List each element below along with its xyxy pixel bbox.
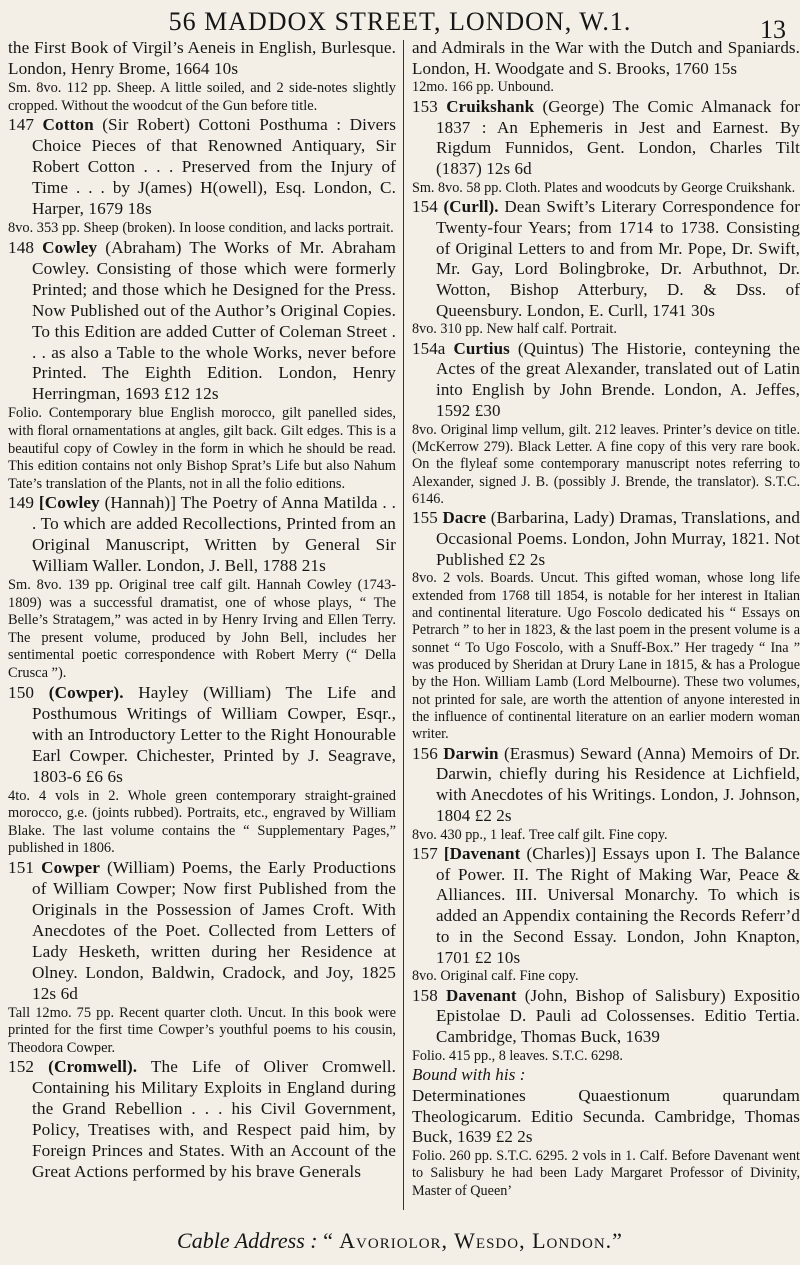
entry-description: 8vo. 310 pp. New half calf. Portrait. [412,321,617,338]
entry-title: (Abraham) The Works of Mr. Abraham Cowley. Consisting of those which were formerly Printed; and those which he Designed for the Press. Now Published out of the Author’s Original Copies. To this Edition are added Cutter of Coleman Street . . . as also a Table to the whole Works, never before Printed. The Eighth Edition. London, Henry Herringman, 1693 £12 12s [32,237,396,404]
catalogue-entry [8,1057,396,1183]
catalogue-entry [8,858,396,1058]
entry-author: Curtius [453,338,510,358]
entry-description: Folio. Contemporary blue English morocco, gilt panelled sides, with floral ornamentations at angles, gilt back. Gilt edges. This is a beautiful copy of Cowley in the form in which he should be read. This edition contains not only Bishop Sprat’s Life but also Nahum Tate’s translation of the Plants, not in all the folio editions. [8,405,396,492]
entry-description: Sm. 8vo. 139 pp. Original tree calf gilt. Hannah Cowley (1743-1809) was a successful dramatist, one of whose plays, “ The Belle’s Stratagem,” was acted in by Henry Irving and Ellen Terry. The present volume, produced by John Bell, includes her sentimental poetic correspondence with Robert Merry (“ Della Crusca ”). [8,577,396,682]
entry-number: 149 [8,493,35,513]
catalogue-entry [412,339,800,509]
left-column [8,38,396,1223]
entry-title: Hayley (William) The Life and Posthumous Writings of William Cowper, Esqr., with an Introductory Letter to the Right Honourable Earl Cowper. Chichester, Printed by J. Seagrave, 1803-6 £6 6s [32,682,396,786]
catalogue-entry [8,683,396,858]
entry-description: 8vo. 2 vols. Boards. Uncut. This gifted woman, whose long life extended from 1768 till 1854, is notable for her interest in Italian and continental literature. Ugo Foscolo dedicated his “ Essays on Petrarch ” to her in 1823, & the last poem in the present volume is a sonnet “ To Ugo Foscolo, with a Snuff-Box.” Her tragedy “ Ina ” was produced by Sheridan at Drury Lane in 1815, & has a Prologue by the Hon. William Lamb (Lord Melbourne). These two volumes, not printed for sale, are worth the attention of anyone interested in the influence of continental literature on an earlier modern woman writer. [412,570,800,743]
catalogue-entry [412,38,800,97]
entry-title: the First Book of Virgil’s Aeneis in English, Burlesque. London, Henry Brome, 1664 10s [8,38,396,78]
entry-description: Folio. 260 pp. S.T.C. 6295. 2 vols in 1. Calf. Before Davenant went to Salisbury he had been Lady Margaret Professor of Divinity, Master of Queen’ [412,1148,800,1199]
catalogue-entry [412,844,800,986]
entry-description: 4to. 4 vols in 2. Whole green contemporary straight-grained morocco, g.e. (joints rubbed). Portraits, etc., engraved by William Blake. The last volume contains the “ Supplementary Pages,” published in 1806. [8,787,396,857]
entry-title: Bound with his : [412,1065,526,1085]
catalogue-entry [412,508,800,743]
catalogue-entry [412,744,800,844]
entry-author: (Cowper). [48,682,124,702]
entry-number: 154a [412,338,446,358]
entry-title: (Hannah)] The Poetry of Anna Matilda . . . To which are added Recollections, Printed from an Original Manuscript, Written by General Sir William Waller. London, J. Bell, 1788 21s [32,493,396,576]
page-header [0,4,800,44]
entry-author: (Cromwell). [48,1057,138,1077]
entry-title: (Barbarina, Lady) Dramas, Translations, and Occasional Poems. London, John Murray, 1821. Not Published £2 2s [436,508,800,569]
cable-address: “ Avoriolor, Wesdo, London.” [323,1228,623,1253]
entry-title: (Quintus) The Historie, conteyning the Actes of the great Alexander, translated out of Latin into English by John Brende. London, A. Jeffes, 1592 £30 [436,338,800,420]
entry-number: 158 [412,985,438,1005]
entry-author: Cruikshank [446,96,535,116]
column-rule [403,40,404,1210]
entry-number: 148 [8,237,35,257]
entry-author: [Davenant [443,843,521,863]
entry-number: 155 [412,508,438,528]
entry-title: and Admirals in the War with the Dutch and Spaniards. London, H. Woodgate and S. Brooks, 1760 15s [412,38,800,78]
entry-number: 157 [412,843,438,863]
entry-title: (Charles)] Essays upon I. The Balance of Power. II. The Right of Making War, Peace & Alliances. III. Universal Monarchy. To which is added an Appendix containing the Records Referr’d to in the Second Essay. London, John Knapton, 1701 £2 10s [436,843,800,967]
entry-author: Cotton [42,115,94,135]
catalogue-entry [412,197,800,339]
entry-description: Tall 12mo. 75 pp. Recent quarter cloth. Uncut. In this book were printed for the first time Cowper’s youthful poems to his cousin, Theodora Cowper. [8,1004,396,1056]
catalogue-entry [8,493,396,682]
catalogue-entry [412,986,800,1066]
entry-description: 8vo. Original limp vellum, gilt. 212 leaves. Printer’s device on title. (McKerrow 279). Black Letter. A fine copy of this very rare book. On the flyleaf some contemporary manuscript notes referring to Alexander, signed J. B. (possibly J. Brende, the translator). S.T.C. 6146. [412,421,800,507]
catalogue-entry [412,1086,800,1200]
entry-author: Dacre [442,508,487,528]
catalogue-entry [8,115,396,237]
entry-author: [Cowley [38,493,100,513]
entry-number: 154 [412,197,438,217]
running-head-address: 56 MADDOX STREET, LONDON, W.1. [168,7,632,36]
page-number: 13 [760,15,786,44]
entry-title: (John, Bishop of Salisbury) Expositio Epistolae D. Pauli ad Colossenses. Editio Tertia. Cambridge, Thomas Buck, 1639 [436,985,800,1047]
catalogue-entry [412,1065,800,1086]
entry-title: Dean Swift’s Literary Correspondence for Twenty-four Years; from 1714 to 1738. Consisting of Original Letters to and from Mr. Pope, Dr. Swift, Mr. Gay, Lord Bolingbroke, Dr. Arbuthnot, Dr. Wotton, Bishop Atterbury, D. & Dss. of Queensbury. London, E. Curll, 1741 30s [436,197,800,320]
entry-description: 8vo. 430 pp., 1 leaf. Tree calf gilt. Fine copy. [412,826,668,843]
catalogue-entry [412,97,800,197]
entry-description: Sm. 8vo. 58 pp. Cloth. Plates and woodcuts by George Cruikshank. [412,179,796,196]
catalogue-entry [8,38,396,115]
entry-number: 156 [412,743,438,763]
entry-author: Cowley [42,237,98,257]
entry-author: Davenant [445,985,517,1005]
page-footer [0,1226,800,1256]
entry-title: (Erasmus) Seward (Anna) Memoirs of Dr. Darwin, chiefly during his Residence at Lichfield, with Anecdotes of his Writings. London, J. Johnson, 1804 £2 2s [436,743,800,825]
catalogue-entry [8,238,396,494]
entry-title: Determinationes Quaestionum quarundam Theologicarum. Editio Secunda. Cambridge, Thomas Buck, 1639 £2 2s [412,1085,800,1147]
right-column [412,38,800,1223]
entry-title: (William) Poems, the Early Productions of William Cowper; Now first Published from the Originals in the Possession of James Croft. With Anecdotes of the Poet. Collected from Letters of Lady Hesketh, written during her Residence at Olney. London, Baldwin, Cradock, and Joy, 1825 12s 6d [32,857,396,1003]
entry-title: (George) The Comic Almanack for 1837 : An Ephemeris in Jest and Earnest. By Rigdum Funnidos, Gent. London, Charles Tilt (1837) 12s 6d [436,96,800,178]
entry-number: 153 [412,96,438,116]
entry-description: 12mo. 166 pp. Unbound. [412,79,554,96]
entry-description: 8vo. Original calf. Fine copy. [412,968,579,985]
entry-number: 152 [8,1057,35,1077]
entry-number: 150 [8,682,35,702]
entry-description: Folio. 415 pp., 8 leaves. S.T.C. 6298. [412,1047,623,1064]
entry-description: 8vo. 353 pp. Sheep (broken). In loose condition, and lacks portrait. [8,220,394,237]
entry-description: Sm. 8vo. 112 pp. Sheep. A little soiled, and 2 side-notes slightly cropped. Without the woodcut of the Gun before title. [8,79,396,114]
entry-author: Cowper [41,857,100,877]
entry-author: Darwin [443,743,499,763]
cable-address-label: Cable Address : [177,1228,318,1253]
entry-number: 151 [8,857,35,877]
entry-title: (Sir Robert) Cottoni Posthuma : Divers Choice Pieces of that Renowned Antiquary, Sir Robert Cotton . . . Preserved from the Injury of Time . . . by J(ames) H(owell), Esq. London, C. Harper, 1679 18s [32,115,396,219]
entry-author: (Curll). [443,197,499,217]
entry-title: The Life of Oliver Cromwell. Containing his Military Exploits in England during the Grand Rebellion . . . his Civil Government, Policy, Treatises with, and Respect paid him, by Foreign Princes and States. With an Account of the Great Actions performed by his brave Generals [32,1057,396,1182]
entry-number: 147 [8,115,35,135]
